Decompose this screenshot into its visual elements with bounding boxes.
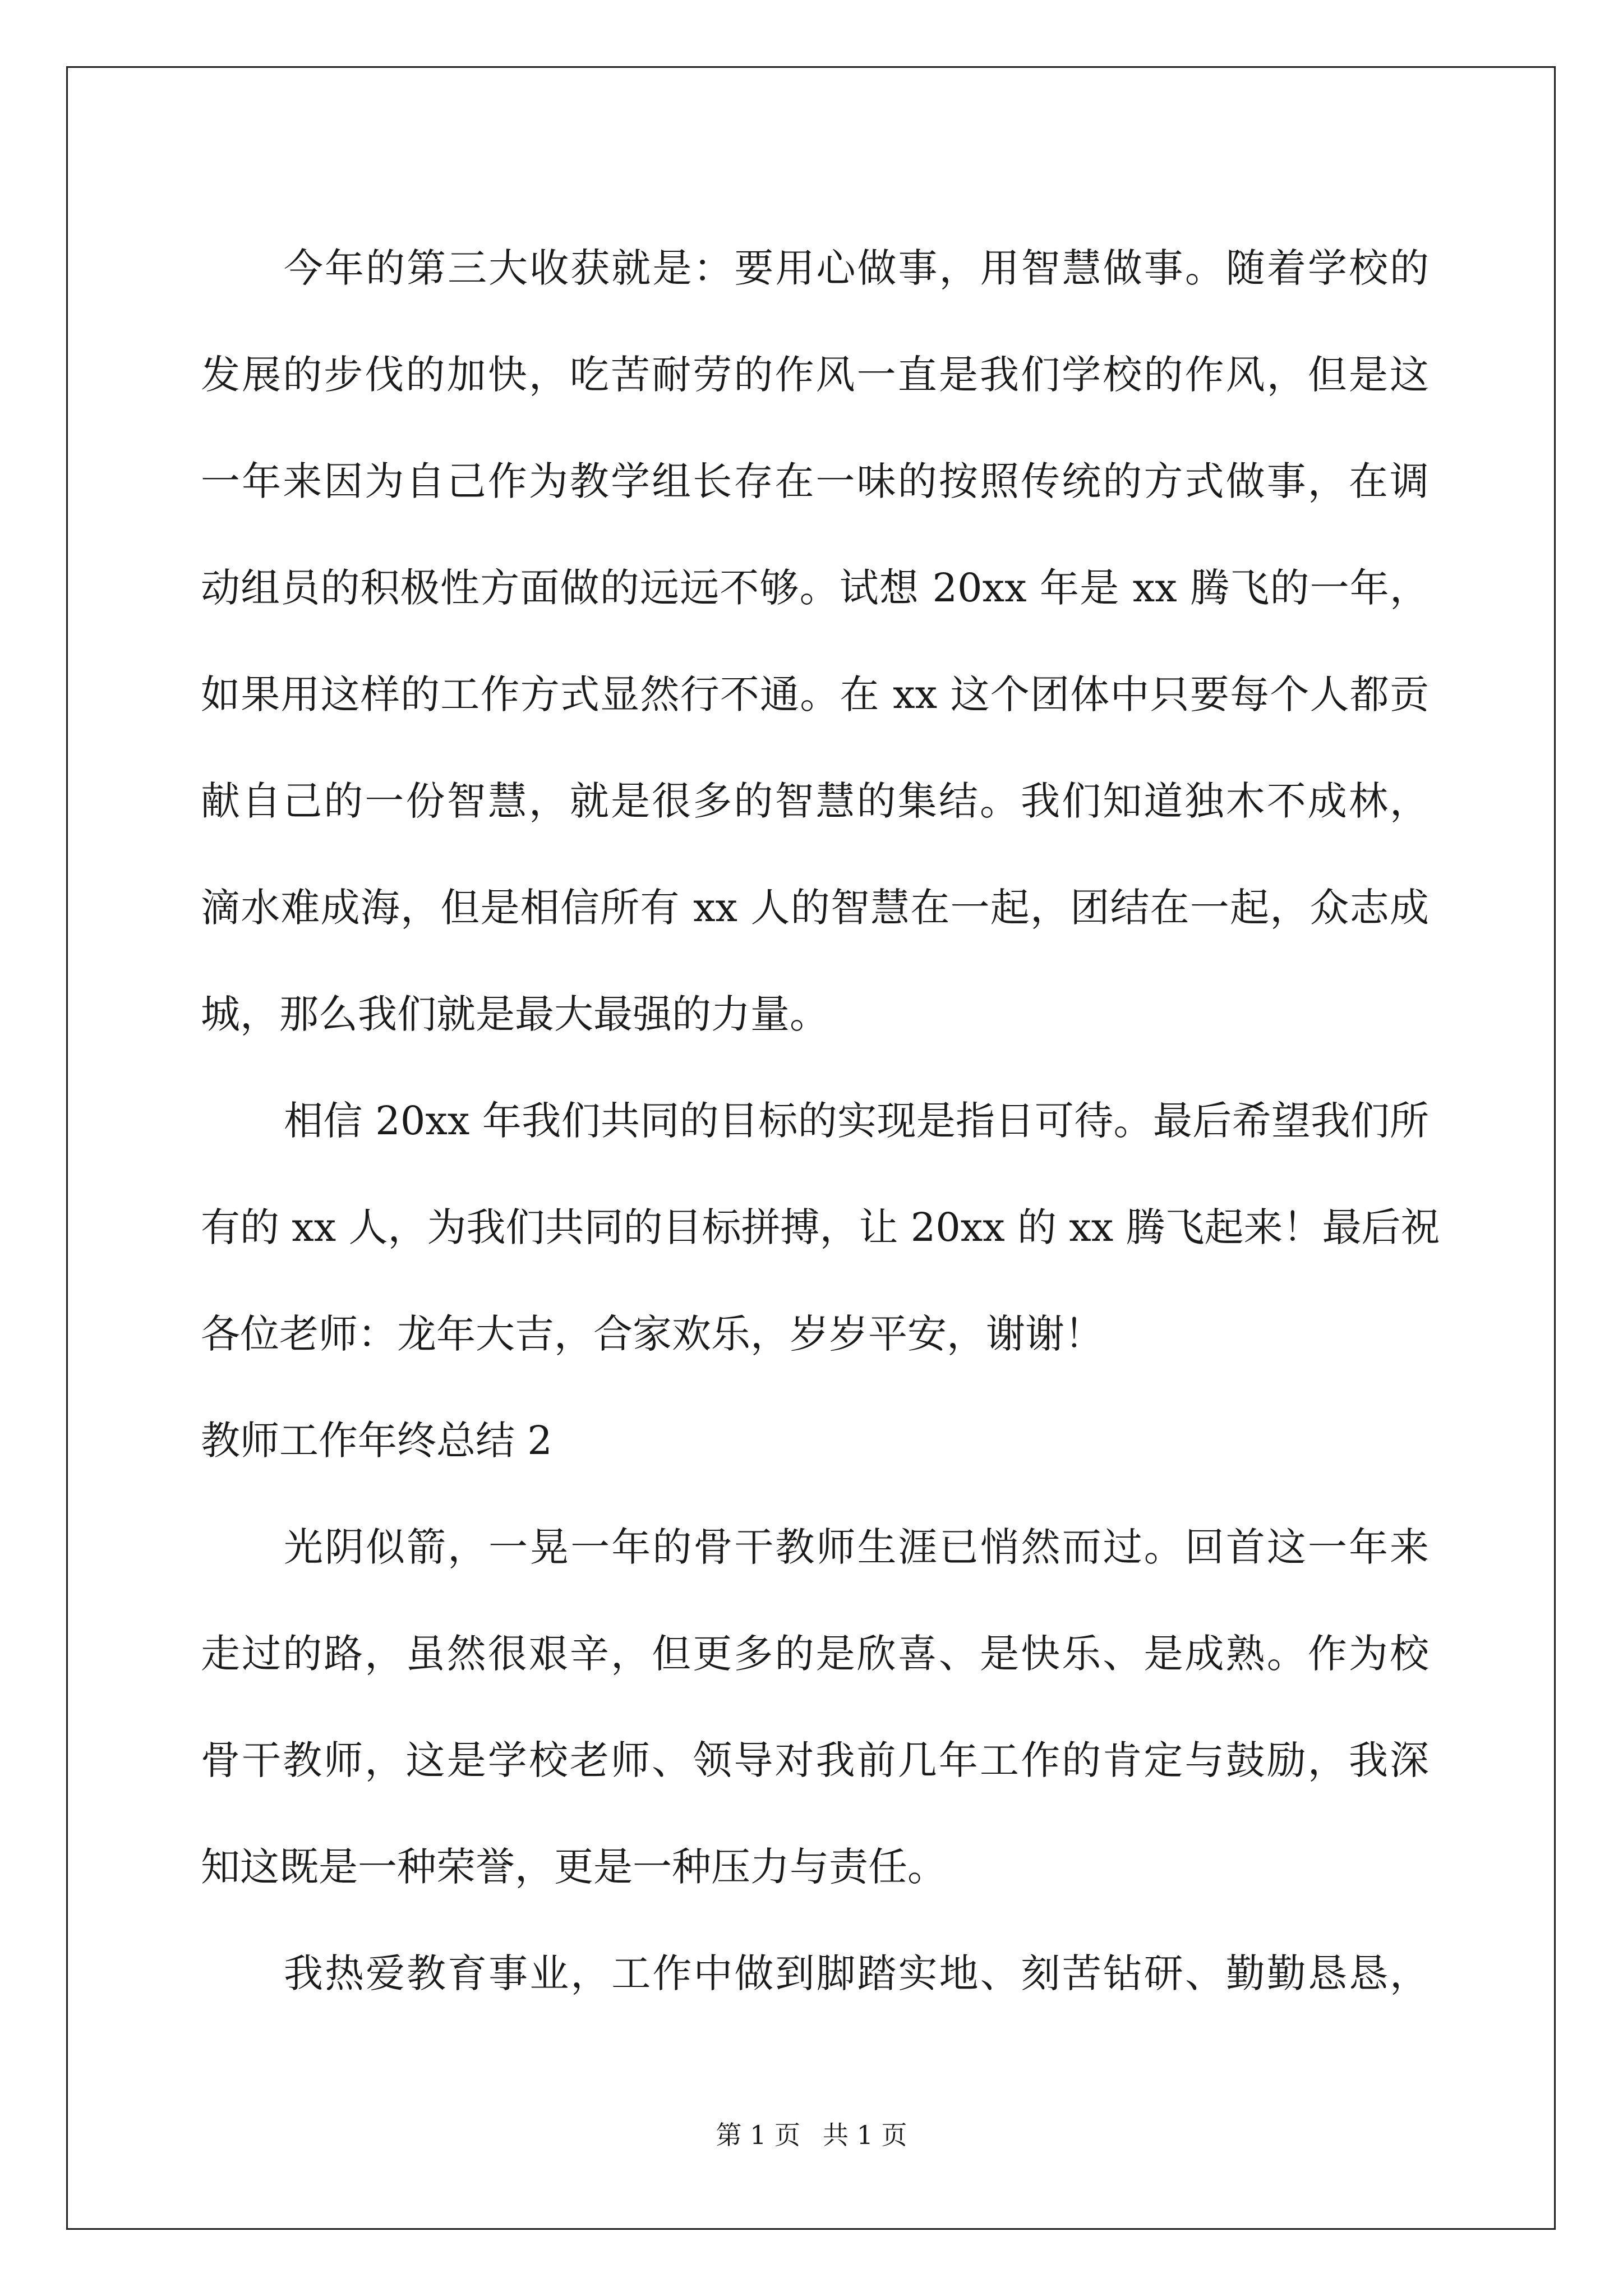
paragraph-line: 如果用这样的工作方式显然行不通。在 xx 这个团体中只要每个人都贡: [201, 671, 1429, 717]
paragraph-line: 光阴似箭，一晃一年的骨干教师生涯已悄然而过。回首这一年来: [284, 1524, 1429, 1570]
paragraph-line: 动组员的积极性方面做的远远不够。试想 20xx 年是 xx 腾飞的一年，: [201, 565, 1429, 611]
paragraph-line: 献自己的一份智慧，就是很多的智慧的集结。我们知道独木不成林，: [201, 778, 1429, 824]
paragraph-line: 骨干教师，这是学校老师、领导对我前几年工作的肯定与鼓励，我深: [201, 1737, 1429, 1783]
paragraph-line: 知这既是一种荣誉，更是一种压力与责任。: [201, 1844, 947, 1890]
paragraph-line: 发展的步伐的加快，吃苦耐劳的作风一直是我们学校的作风，但是这: [201, 352, 1429, 398]
paragraph-line: 今年的第三大收获就是：要用心做事，用智慧做事。随着学校的: [284, 245, 1429, 291]
paragraph-line: 滴水难成海，但是相信所有 xx 人的智慧在一起，团结在一起，众志成: [201, 885, 1429, 931]
page-number: 第 1 页: [716, 2120, 800, 2150]
paragraph-line: 各位老师：龙年大吉，合家欢乐，岁岁平安，谢谢！: [201, 1311, 1104, 1357]
paragraph-line: 城，那么我们就是最大最强的力量。: [201, 991, 829, 1037]
paragraph-line: 相信 20xx 年我们共同的目标的实现是指日可待。最后希望我们所: [284, 1098, 1429, 1144]
paragraph-line: 走过的路，虽然很艰辛，但更多的是欣喜、是快乐、是成熟。作为校: [201, 1631, 1429, 1677]
page-total: 共 1 页: [823, 2120, 907, 2150]
paragraph-line: 一年来因为自己作为教学组长存在一味的按照传统的方式做事，在调: [201, 458, 1429, 504]
paragraph-line: 有的 xx 人，为我们共同的目标拼搏，让 20xx 的 xx 腾飞起来！最后祝: [201, 1204, 1440, 1250]
page-footer: [0, 2115, 1623, 2152]
section-title: 教师工作年终总结 2: [201, 1418, 552, 1464]
document-body: [201, 215, 1440, 2027]
paragraph-line: 我热爱教育事业，工作中做到脚踏实地、刻苦钻研、勤勤恳恳，: [284, 1950, 1429, 1996]
